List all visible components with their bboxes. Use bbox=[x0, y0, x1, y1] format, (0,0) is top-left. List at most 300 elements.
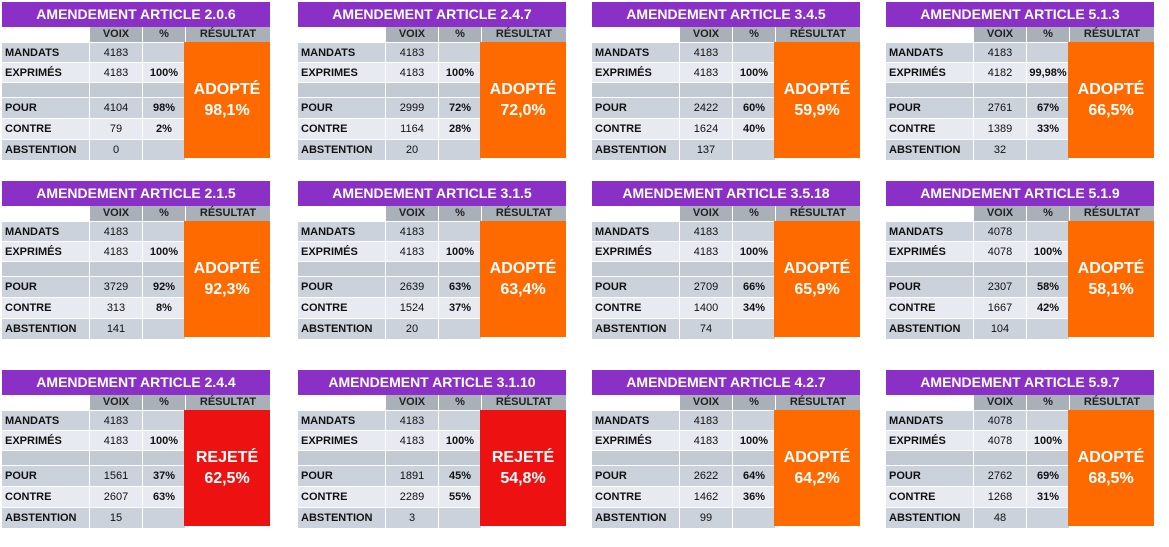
row-separator bbox=[298, 450, 479, 465]
row-pct: 99,98% bbox=[1026, 63, 1069, 82]
result-box bbox=[1068, 410, 1154, 526]
result-label: ADOPTÉ bbox=[193, 260, 261, 277]
header-pct: % bbox=[1026, 206, 1069, 221]
row-votes: 4183 bbox=[679, 222, 732, 241]
row-votes: 74 bbox=[679, 319, 732, 339]
row-label: EXPRIMÉS bbox=[886, 63, 973, 82]
row-mandats bbox=[886, 410, 1067, 430]
row-votes: 4183 bbox=[89, 63, 142, 82]
row-pct: 100% bbox=[1026, 242, 1069, 261]
card-title: AMENDEMENT ARTICLE 3.4.5 bbox=[592, 2, 860, 27]
row-pct bbox=[1026, 319, 1069, 339]
row-votes: 1400 bbox=[679, 298, 732, 318]
row-separator bbox=[298, 261, 479, 276]
row-pct: 100% bbox=[438, 63, 481, 82]
row-contre bbox=[298, 118, 479, 139]
row-pct: 100% bbox=[1026, 431, 1069, 450]
row-pct bbox=[1026, 140, 1069, 160]
row-abstention bbox=[298, 507, 479, 528]
row-pct bbox=[732, 222, 775, 241]
row-mandats bbox=[886, 221, 1067, 241]
result-label: ADOPTÉ bbox=[783, 449, 851, 466]
row-abstention bbox=[2, 507, 183, 528]
header-resultat: RÉSULTAT bbox=[185, 27, 270, 42]
row-pct bbox=[1026, 43, 1069, 62]
vote-table bbox=[592, 410, 773, 526]
row-label: ABSTENTION bbox=[592, 319, 679, 339]
row-label: MANDATS bbox=[298, 411, 385, 430]
row-votes: 104 bbox=[973, 319, 1026, 339]
row-votes: 2422 bbox=[679, 98, 732, 118]
row-contre bbox=[2, 118, 183, 139]
amendment-card bbox=[298, 181, 566, 337]
row-label: POUR bbox=[298, 277, 385, 297]
row-abstention bbox=[886, 139, 1067, 160]
row-pct: 98% bbox=[142, 98, 185, 118]
row-pct: 37% bbox=[142, 466, 185, 486]
row-pct bbox=[732, 508, 775, 528]
amendment-card bbox=[592, 2, 860, 158]
result-label: ADOPTÉ bbox=[783, 260, 851, 277]
header-spacer bbox=[2, 27, 89, 42]
row-abstention bbox=[2, 139, 183, 160]
table-header bbox=[298, 27, 566, 42]
row-abstention bbox=[298, 318, 479, 339]
row-separator bbox=[2, 261, 183, 276]
row-label: EXPRIMES bbox=[298, 63, 385, 82]
header-pct: % bbox=[142, 206, 185, 221]
header-pct: % bbox=[438, 395, 481, 410]
row-pct: 31% bbox=[1026, 487, 1069, 507]
row-votes: 141 bbox=[89, 319, 142, 339]
row-pct: 69% bbox=[1026, 466, 1069, 486]
header-spacer bbox=[592, 27, 679, 42]
header-voix: VOIX bbox=[679, 395, 732, 410]
row-pct bbox=[732, 411, 775, 430]
row-votes: 2622 bbox=[679, 466, 732, 486]
result-box bbox=[774, 42, 860, 158]
result-value: 66,5% bbox=[1088, 102, 1134, 119]
row-label: CONTRE bbox=[2, 298, 89, 318]
header-spacer bbox=[886, 27, 973, 42]
header-voix: VOIX bbox=[679, 206, 732, 221]
row-pct: 100% bbox=[438, 242, 481, 261]
row-separator bbox=[592, 450, 773, 465]
row-votes: 3729 bbox=[89, 277, 142, 297]
result-label: ADOPTÉ bbox=[489, 81, 557, 98]
row-pct: 64% bbox=[732, 466, 775, 486]
card-title: AMENDEMENT ARTICLE 2.0.6 bbox=[2, 2, 270, 27]
amendment-card bbox=[592, 181, 860, 337]
row-contre bbox=[592, 118, 773, 139]
result-value: 54,8% bbox=[500, 470, 546, 487]
row-mandats bbox=[886, 42, 1067, 62]
row-pct: 100% bbox=[732, 431, 775, 450]
vote-table bbox=[886, 221, 1067, 337]
row-votes: 1462 bbox=[679, 487, 732, 507]
row-pct bbox=[438, 319, 481, 339]
row-separator bbox=[886, 82, 1067, 97]
row-label: EXPRIMÉS bbox=[592, 63, 679, 82]
result-box bbox=[184, 42, 270, 158]
header-voix: VOIX bbox=[973, 395, 1026, 410]
row-abstention bbox=[886, 318, 1067, 339]
row-pct: 92% bbox=[142, 277, 185, 297]
row-votes: 4183 bbox=[385, 43, 438, 62]
header-resultat: RÉSULTAT bbox=[185, 395, 270, 410]
row-pour bbox=[298, 97, 479, 118]
row-pct bbox=[1026, 411, 1069, 430]
card-title: AMENDEMENT ARTICLE 5.9.7 bbox=[886, 370, 1154, 395]
row-label: POUR bbox=[886, 466, 973, 486]
row-votes: 1667 bbox=[973, 298, 1026, 318]
header-resultat: RÉSULTAT bbox=[1069, 395, 1154, 410]
row-pct: 58% bbox=[1026, 277, 1069, 297]
result-value: 62,5% bbox=[204, 470, 250, 487]
header-voix: VOIX bbox=[385, 395, 438, 410]
row-mandats bbox=[2, 42, 183, 62]
header-spacer bbox=[298, 395, 385, 410]
card-title: AMENDEMENT ARTICLE 5.1.3 bbox=[886, 2, 1154, 27]
row-pct bbox=[732, 43, 775, 62]
row-votes: 4183 bbox=[385, 242, 438, 261]
result-box bbox=[480, 410, 566, 526]
row-separator bbox=[2, 450, 183, 465]
row-mandats bbox=[592, 221, 773, 241]
row-separator bbox=[592, 82, 773, 97]
header-pct: % bbox=[142, 395, 185, 410]
header-voix: VOIX bbox=[89, 27, 142, 42]
row-label: POUR bbox=[2, 466, 89, 486]
row-contre bbox=[886, 118, 1067, 139]
row-label: ABSTENTION bbox=[592, 508, 679, 528]
row-mandats bbox=[2, 221, 183, 241]
vote-table bbox=[298, 221, 479, 337]
row-mandats bbox=[298, 42, 479, 62]
row-exprimes bbox=[2, 241, 183, 261]
row-label: MANDATS bbox=[298, 222, 385, 241]
table-header bbox=[2, 395, 270, 410]
row-pour bbox=[592, 276, 773, 297]
result-value: 72,0% bbox=[500, 102, 546, 119]
row-pct: 8% bbox=[142, 298, 185, 318]
card-title: AMENDEMENT ARTICLE 3.1.5 bbox=[298, 181, 566, 206]
row-label: MANDATS bbox=[886, 43, 973, 62]
card-title: AMENDEMENT ARTICLE 2.4.4 bbox=[2, 370, 270, 395]
row-abstention bbox=[592, 139, 773, 160]
row-label: POUR bbox=[886, 98, 973, 118]
row-pct bbox=[142, 140, 185, 160]
card-body bbox=[886, 395, 1154, 526]
row-pour bbox=[886, 465, 1067, 486]
row-pct: 72% bbox=[438, 98, 481, 118]
header-resultat: RÉSULTAT bbox=[481, 395, 566, 410]
row-votes: 3 bbox=[385, 508, 438, 528]
header-pct: % bbox=[732, 206, 775, 221]
amendment-card bbox=[592, 370, 860, 526]
result-label: ADOPTÉ bbox=[489, 260, 557, 277]
table-header bbox=[298, 206, 566, 221]
row-abstention bbox=[886, 507, 1067, 528]
row-label: EXPRIMÉS bbox=[592, 431, 679, 450]
row-label: EXPRIMÉS bbox=[2, 431, 89, 450]
row-exprimes bbox=[298, 62, 479, 82]
result-value: 58,1% bbox=[1088, 281, 1134, 298]
header-spacer bbox=[298, 27, 385, 42]
row-votes: 4183 bbox=[89, 43, 142, 62]
row-pct bbox=[142, 319, 185, 339]
row-votes: 2639 bbox=[385, 277, 438, 297]
row-votes: 2762 bbox=[973, 466, 1026, 486]
row-votes: 2709 bbox=[679, 277, 732, 297]
header-resultat: RÉSULTAT bbox=[775, 27, 860, 42]
row-label: ABSTENTION bbox=[2, 140, 89, 160]
row-pct: 37% bbox=[438, 298, 481, 318]
result-box bbox=[1068, 221, 1154, 337]
row-pct: 28% bbox=[438, 119, 481, 139]
vote-table bbox=[592, 221, 773, 337]
header-spacer bbox=[886, 395, 973, 410]
row-mandats bbox=[298, 221, 479, 241]
row-pct: 100% bbox=[732, 242, 775, 261]
row-pct: 36% bbox=[732, 487, 775, 507]
header-resultat: RÉSULTAT bbox=[185, 206, 270, 221]
row-votes: 4183 bbox=[679, 63, 732, 82]
row-votes: 4183 bbox=[385, 431, 438, 450]
row-votes: 313 bbox=[89, 298, 142, 318]
row-mandats bbox=[2, 410, 183, 430]
amendment-card bbox=[2, 2, 270, 158]
row-contre bbox=[298, 486, 479, 507]
row-label: MANDATS bbox=[592, 43, 679, 62]
result-box bbox=[184, 410, 270, 526]
row-label: ABSTENTION bbox=[886, 508, 973, 528]
result-box bbox=[480, 42, 566, 158]
header-pct: % bbox=[438, 27, 481, 42]
result-label: REJETÉ bbox=[195, 449, 259, 466]
row-votes: 1268 bbox=[973, 487, 1026, 507]
row-votes: 4183 bbox=[679, 242, 732, 261]
row-votes: 1891 bbox=[385, 466, 438, 486]
row-pct bbox=[438, 140, 481, 160]
table-header bbox=[592, 27, 860, 42]
vote-table bbox=[2, 221, 183, 337]
header-spacer bbox=[298, 206, 385, 221]
row-label: EXPRIMES bbox=[298, 431, 385, 450]
row-votes: 20 bbox=[385, 319, 438, 339]
row-votes: 4183 bbox=[89, 222, 142, 241]
row-pour bbox=[2, 465, 183, 486]
vote-table bbox=[298, 42, 479, 158]
row-pct bbox=[438, 508, 481, 528]
row-votes: 1561 bbox=[89, 466, 142, 486]
row-pct: 34% bbox=[732, 298, 775, 318]
row-pct: 45% bbox=[438, 466, 481, 486]
row-exprimes bbox=[2, 430, 183, 450]
header-voix: VOIX bbox=[679, 27, 732, 42]
row-pct bbox=[1026, 222, 1069, 241]
vote-table bbox=[886, 42, 1067, 158]
row-exprimes bbox=[298, 430, 479, 450]
row-votes: 4183 bbox=[385, 222, 438, 241]
row-label: MANDATS bbox=[592, 222, 679, 241]
row-label: EXPRIMÉS bbox=[886, 431, 973, 450]
row-separator bbox=[2, 82, 183, 97]
row-contre bbox=[592, 297, 773, 318]
header-resultat: RÉSULTAT bbox=[481, 27, 566, 42]
header-spacer bbox=[592, 206, 679, 221]
table-header bbox=[2, 206, 270, 221]
row-pct: 42% bbox=[1026, 298, 1069, 318]
card-title: AMENDEMENT ARTICLE 3.5.18 bbox=[592, 181, 860, 206]
header-voix: VOIX bbox=[973, 27, 1026, 42]
row-label: POUR bbox=[592, 466, 679, 486]
row-votes: 32 bbox=[973, 140, 1026, 160]
header-resultat: RÉSULTAT bbox=[1069, 206, 1154, 221]
result-label: ADOPTÉ bbox=[1077, 449, 1145, 466]
row-pct: 63% bbox=[142, 487, 185, 507]
row-exprimes bbox=[592, 241, 773, 261]
row-votes: 4183 bbox=[679, 411, 732, 430]
row-pour bbox=[592, 97, 773, 118]
result-value: 64,2% bbox=[794, 470, 840, 487]
row-abstention bbox=[592, 318, 773, 339]
header-spacer bbox=[886, 206, 973, 221]
row-separator bbox=[592, 261, 773, 276]
card-body bbox=[298, 395, 566, 526]
row-label: CONTRE bbox=[298, 119, 385, 139]
row-label: MANDATS bbox=[886, 222, 973, 241]
row-label: CONTRE bbox=[886, 119, 973, 139]
row-votes: 4183 bbox=[89, 431, 142, 450]
header-resultat: RÉSULTAT bbox=[775, 395, 860, 410]
result-box bbox=[184, 221, 270, 337]
card-body bbox=[2, 395, 270, 526]
row-pct bbox=[438, 43, 481, 62]
row-votes: 4182 bbox=[973, 63, 1026, 82]
row-votes: 4183 bbox=[385, 63, 438, 82]
row-pct: 67% bbox=[1026, 98, 1069, 118]
row-label: CONTRE bbox=[298, 298, 385, 318]
row-contre bbox=[2, 486, 183, 507]
table-header bbox=[2, 27, 270, 42]
row-exprimes bbox=[298, 241, 479, 261]
row-votes: 4078 bbox=[973, 242, 1026, 261]
row-label: ABSTENTION bbox=[298, 508, 385, 528]
result-value: 65,9% bbox=[794, 281, 840, 298]
row-pct bbox=[142, 508, 185, 528]
row-pour bbox=[2, 97, 183, 118]
row-label: CONTRE bbox=[592, 119, 679, 139]
amendment-card bbox=[298, 370, 566, 526]
row-label: CONTRE bbox=[2, 119, 89, 139]
row-votes: 99 bbox=[679, 508, 732, 528]
row-pct bbox=[142, 411, 185, 430]
row-abstention bbox=[298, 139, 479, 160]
card-body bbox=[2, 206, 270, 337]
vote-table bbox=[2, 42, 183, 158]
header-spacer bbox=[2, 395, 89, 410]
header-pct: % bbox=[1026, 27, 1069, 42]
row-pour bbox=[592, 465, 773, 486]
amendment-card bbox=[886, 181, 1154, 337]
row-pct bbox=[732, 140, 775, 160]
row-label: MANDATS bbox=[2, 222, 89, 241]
row-votes: 2761 bbox=[973, 98, 1026, 118]
row-label: EXPRIMÉS bbox=[298, 242, 385, 261]
row-votes: 79 bbox=[89, 119, 142, 139]
amendment-card bbox=[886, 370, 1154, 526]
row-votes: 2607 bbox=[89, 487, 142, 507]
row-pct: 100% bbox=[142, 242, 185, 261]
row-votes: 4104 bbox=[89, 98, 142, 118]
row-pour bbox=[886, 97, 1067, 118]
row-exprimes bbox=[592, 430, 773, 450]
row-votes: 4183 bbox=[89, 411, 142, 430]
row-votes: 4078 bbox=[973, 411, 1026, 430]
row-label: EXPRIMÉS bbox=[886, 242, 973, 261]
row-pct: 33% bbox=[1026, 119, 1069, 139]
row-votes: 1389 bbox=[973, 119, 1026, 139]
card-title: AMENDEMENT ARTICLE 3.1.10 bbox=[298, 370, 566, 395]
header-pct: % bbox=[732, 395, 775, 410]
row-exprimes bbox=[592, 62, 773, 82]
row-votes: 4078 bbox=[973, 222, 1026, 241]
row-votes: 2999 bbox=[385, 98, 438, 118]
header-pct: % bbox=[142, 27, 185, 42]
row-pour bbox=[298, 276, 479, 297]
row-abstention bbox=[2, 318, 183, 339]
result-box bbox=[774, 221, 860, 337]
card-body bbox=[592, 206, 860, 337]
row-label: POUR bbox=[886, 277, 973, 297]
header-voix: VOIX bbox=[385, 206, 438, 221]
row-label: EXPRIMÉS bbox=[2, 63, 89, 82]
row-exprimes bbox=[886, 241, 1067, 261]
row-votes: 15 bbox=[89, 508, 142, 528]
row-label: CONTRE bbox=[2, 487, 89, 507]
result-box bbox=[1068, 42, 1154, 158]
card-body bbox=[298, 27, 566, 158]
row-pct bbox=[142, 222, 185, 241]
card-body bbox=[886, 27, 1154, 158]
card-title: AMENDEMENT ARTICLE 2.1.5 bbox=[2, 181, 270, 206]
row-label: POUR bbox=[298, 466, 385, 486]
row-contre bbox=[592, 486, 773, 507]
amendment-card bbox=[2, 181, 270, 337]
result-value: 63,4% bbox=[500, 281, 546, 298]
header-pct: % bbox=[732, 27, 775, 42]
table-header bbox=[592, 395, 860, 410]
row-label: MANDATS bbox=[2, 43, 89, 62]
row-votes: 137 bbox=[679, 140, 732, 160]
row-mandats bbox=[298, 410, 479, 430]
row-label: ABSTENTION bbox=[298, 140, 385, 160]
row-pct: 66% bbox=[732, 277, 775, 297]
card-title: AMENDEMENT ARTICLE 4.2.7 bbox=[592, 370, 860, 395]
table-header bbox=[298, 395, 566, 410]
row-votes: 2289 bbox=[385, 487, 438, 507]
card-body bbox=[2, 27, 270, 158]
row-pct: 100% bbox=[732, 63, 775, 82]
vote-table bbox=[592, 42, 773, 158]
row-pour bbox=[886, 276, 1067, 297]
row-votes: 20 bbox=[385, 140, 438, 160]
header-spacer bbox=[592, 395, 679, 410]
row-votes: 1524 bbox=[385, 298, 438, 318]
result-box bbox=[774, 410, 860, 526]
card-body bbox=[886, 206, 1154, 337]
